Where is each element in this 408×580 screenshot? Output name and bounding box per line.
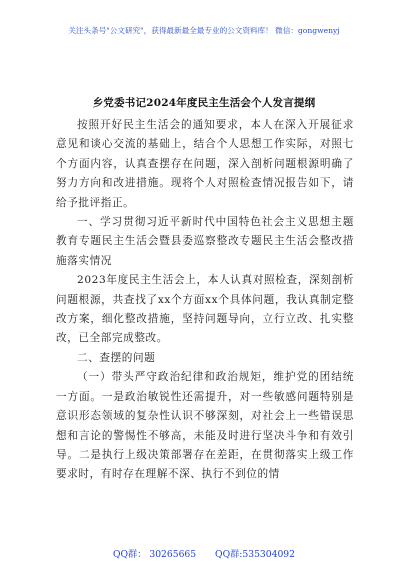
- paragraph-section-2-heading: 二、查摆的问题: [77, 351, 156, 364]
- footer-qq-group-1: QQ群： 30265665: [112, 549, 197, 560]
- paragraph-section-1-body: 2023年度民主生活会上，本人认真对照检查，深刻剖析问题根源，共查找了xx个方面xx个具体问题，我认真制定整改方案，细化整改措施，坚持问题导向，立行立改、扎实整改，已全部完成整改。: [56, 274, 354, 345]
- footer-contacts: [0, 546, 408, 560]
- footer-qq-group-2: QQ群:535304092: [215, 549, 295, 560]
- paragraph-section-1-heading: 一、学习贯彻习近平新时代中国特色社会主义思想主题教育专题民主生活会暨县委巡察整改专题民主生活会整改措施落实情况: [56, 216, 354, 267]
- paragraph-section-2-body: （一）带头严守政治纪律和政治规矩，维护党的团结统一方面。一是政治敏锐性还需提升，对一些敏感问题特别是意识形态领域的复杂性认识不够深刻，对社会上一些错误思想和言论的警惕性不够高，未能及时进行坚决斗争和有效引导。二是执行上级决策部署存在差距，在贯彻落实上级工作要求时，有时存在理解不深、执行不到位的情: [56, 371, 354, 481]
- document-body: [56, 116, 354, 485]
- document-title: 乡党委书记2024年度民主生活会个人发言提纲: [92, 97, 316, 109]
- header-notice: 关注头条号"公文研究"，获得最新最全最专业的公文资料库！ 微信：gongwenyj: [68, 26, 340, 35]
- paragraph-intro: 按照开好民主生活会的通知要求，本人在深入开展征求意见和谈心交流的基础上，结合个人思想工作实际，对照七个方面内容，认真查摆存在问题，深入剖析问题根源明确了努力方向和改进措施。现将个人对照检查情况报告如下，请给予批评指正。: [56, 119, 354, 209]
